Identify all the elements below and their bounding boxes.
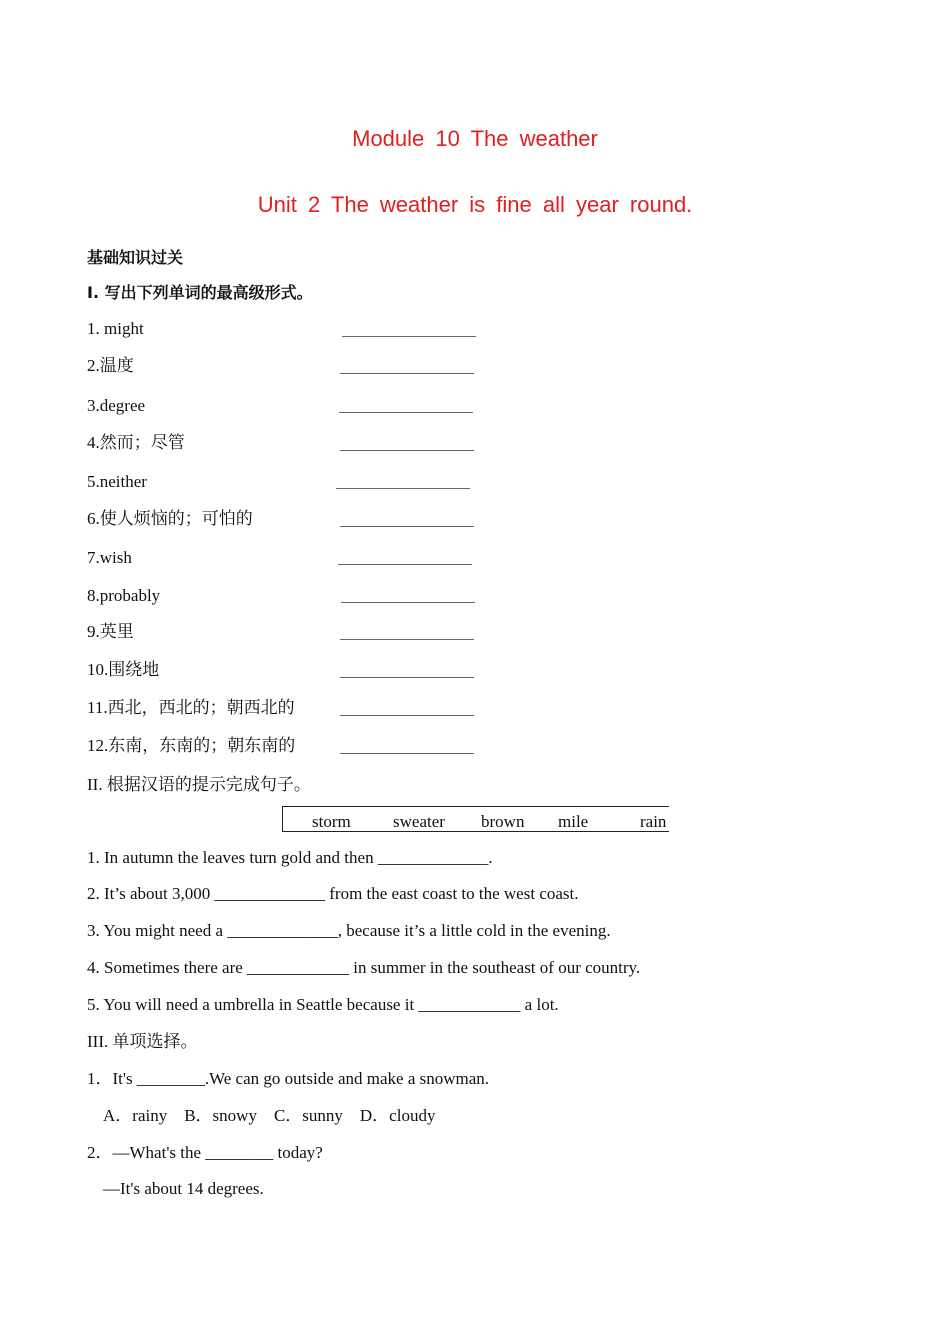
answer-blank[interactable] xyxy=(340,373,474,374)
answer-blank[interactable] xyxy=(340,526,474,527)
vocab-item: 11.西北，西北的；朝西北的 xyxy=(87,698,295,717)
question-2-answer: —It's about 14 degrees. xyxy=(103,1179,264,1198)
answer-blank[interactable] xyxy=(338,564,472,565)
answer-blank[interactable] xyxy=(341,602,475,603)
word-box-item: brown xyxy=(481,812,525,831)
part3-heading: III. 单项选择。 xyxy=(87,1032,198,1051)
answer-blank[interactable] xyxy=(340,753,474,754)
vocab-item: 4.然而；尽管 xyxy=(87,433,185,452)
vocab-item: 12.东南，东南的；朝东南的 xyxy=(87,736,296,755)
sentence-item: 4. Sometimes there are ____________ in summer in the southeast of our country. xyxy=(87,958,641,977)
vocab-item: 5.neither xyxy=(87,472,147,491)
vocab-item: 1. might xyxy=(87,319,144,338)
answer-blank[interactable] xyxy=(340,715,474,716)
unit-title: Unit 2 The weather is fine all year round. xyxy=(257,192,693,217)
answer-blank[interactable] xyxy=(336,488,470,489)
answer-blank[interactable] xyxy=(340,639,474,640)
section-header: 基础知识过关 xyxy=(87,248,184,267)
part1-heading-text: I. 写出下列单词的最高级形式。 xyxy=(87,283,313,302)
sentence-item: 1. In autumn the leaves turn gold and then _____________. xyxy=(87,848,493,867)
part1-heading xyxy=(87,282,313,304)
vocab-item: 9.英里 xyxy=(87,622,134,641)
vocab-item: 6.使人烦恼的；可怕的 xyxy=(87,509,253,528)
word-box-item: storm xyxy=(312,812,351,831)
vocab-item: 3.degree xyxy=(87,396,146,415)
word-box-item: mile xyxy=(558,812,589,831)
answer-blank[interactable] xyxy=(342,336,476,337)
sentence-item: 5. You will need a umbrella in Seattle because it ____________ a lot. xyxy=(87,995,559,1014)
answer-blank[interactable] xyxy=(340,450,474,451)
module-title: Module 10 The weather xyxy=(352,126,598,151)
word-box-item: rain xyxy=(640,812,667,831)
vocab-item: 7.wish xyxy=(87,548,132,567)
question-2: 2．—What's the ________ today? xyxy=(87,1143,323,1162)
vocab-item: 8.probably xyxy=(87,586,161,605)
sentence-item: 3. You might need a _____________, because it’s a little cold in the evening. xyxy=(87,921,611,940)
word-box xyxy=(282,806,669,832)
answer-blank[interactable] xyxy=(340,677,474,678)
question-1-options: A．rainy B．snowy C．sunny D．cloudy xyxy=(103,1106,436,1125)
part2-heading: II. 根据汉语的提示完成句子。 xyxy=(87,775,311,794)
word-box-item: sweater xyxy=(393,812,445,831)
vocab-item: 10.围绕地 xyxy=(87,660,160,679)
vocab-item: 2.温度 xyxy=(87,356,134,375)
answer-blank[interactable] xyxy=(339,412,473,413)
sentence-item: 2. It’s about 3,000 _____________ from the east coast to the west coast. xyxy=(87,884,579,903)
question-1: 1．It's ________.We can go outside and make a snowman. xyxy=(87,1069,490,1088)
